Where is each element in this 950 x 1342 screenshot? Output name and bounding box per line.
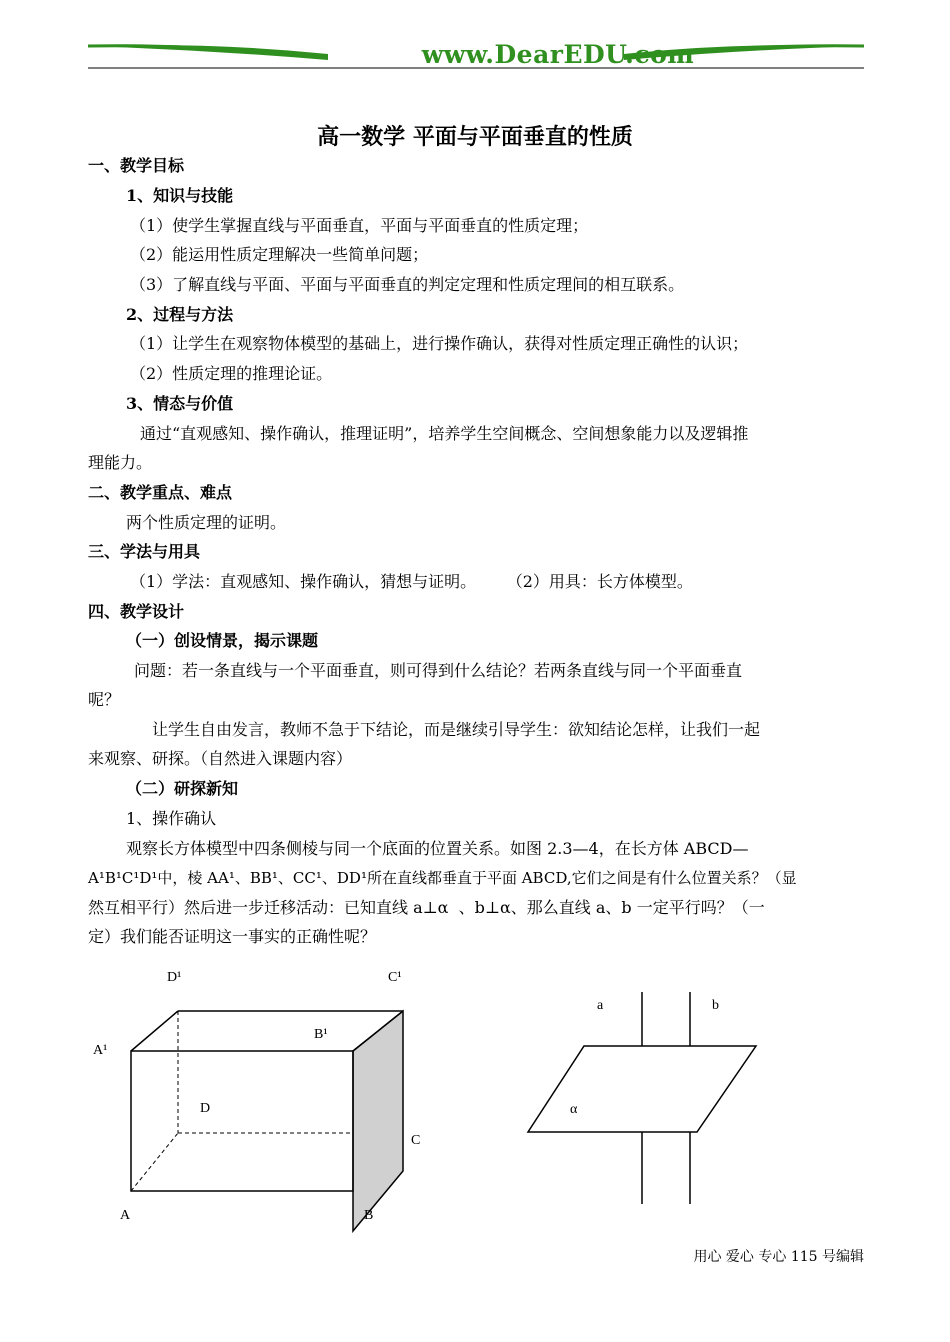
paragraph-line: 然互相平行）然后进一步迁移活动：已知直线 a⊥α 、b⊥α、那么直线 a、b 一定平行吗？（一 — [88, 898, 765, 917]
list-item: （2）性质定理的推理论证。 — [130, 364, 333, 383]
paragraph-line: 理能力。 — [88, 453, 153, 472]
section-heading: 二、教学重点、难点 — [88, 483, 233, 502]
paragraph-line: 1、操作确认 — [126, 809, 217, 828]
cuboid-figure — [131, 1011, 403, 1231]
geometry-figures — [0, 960, 950, 1240]
paragraph-line: 两个性质定理的证明。 — [126, 513, 287, 532]
label-d1: D¹ — [167, 970, 182, 985]
subsection-heading: 3、情态与价值 — [126, 394, 234, 413]
paragraph-line: 定）我们能否证明这一事实的正确性呢？ — [88, 927, 377, 946]
paragraph-line: A¹B¹C¹D¹中，棱 AA¹、BB¹、CC¹、DD¹所在直线都垂直于平面 ABCD,它们之间是有什么位置关系？（显 — [88, 869, 797, 887]
list-item: （2）能运用性质定理解决一些简单问题； — [130, 245, 429, 264]
subsection-heading: 2、过程与方法 — [126, 305, 234, 324]
page-title: 高一数学 平面与平面垂直的性质 — [317, 124, 633, 150]
header-banner — [88, 30, 864, 74]
plane-figure — [528, 992, 756, 1204]
list-item: （1）使学生掌握直线与平面垂直，平面与平面垂直的性质定理； — [130, 216, 589, 235]
footer-note: 用心 爱心 专心 115 号编辑 — [693, 1249, 864, 1265]
label-a1: A¹ — [93, 1043, 108, 1058]
paragraph-line: 让学生自由发言，教师不急于下结论，而是继续引导学生：欲知结论怎样，让我们一起 — [152, 720, 761, 739]
section-heading: 四、教学设计 — [88, 602, 185, 621]
paragraph-line: 通过“直观感知、操作确认，推理证明”，培养学生空间概念、空间想象能力以及逻辑推 — [140, 424, 749, 443]
label-a: A — [120, 1208, 131, 1223]
label-line-a: a — [597, 998, 604, 1013]
paragraph-line: 问题：若一条直线与一个平面垂直，则可得到什么结论？若两条直线与同一个平面垂直 — [134, 661, 743, 680]
label-b1: B¹ — [314, 1027, 328, 1042]
paragraph-line: 观察长方体模型中四条侧棱与同一个底面的位置关系。如图 2.3—4，在长方体 ABCD— — [126, 839, 749, 858]
banner-site-name[interactable]: www.DearEDU.com — [421, 40, 695, 69]
label-plane-alpha: α — [570, 1102, 578, 1117]
section-heading: 三、学法与用具 — [88, 542, 201, 561]
label-c1: C¹ — [388, 970, 402, 985]
label-line-b: b — [712, 998, 719, 1013]
paragraph-line: 呢？ — [88, 690, 121, 709]
label-c: C — [411, 1133, 421, 1148]
section-heading: 一、教学目标 — [88, 156, 185, 175]
list-item: （1）让学生在观察物体模型的基础上，进行操作确认，获得对性质定理正确性的认识； — [130, 334, 749, 353]
plane-alpha — [528, 1046, 756, 1132]
list-item: （3）了解直线与平面、平面与平面垂直的判定定理和性质定理间的相互联系。 — [130, 275, 685, 294]
label-d: D — [200, 1101, 211, 1116]
cuboid-front-face — [131, 1051, 353, 1191]
subsection-heading: 1、知识与技能 — [126, 186, 234, 205]
paragraph-line: 来观察、研探。（自然进入课题内容） — [88, 749, 353, 768]
paragraph-line: （1）学法：直观感知、操作确认，猜想与证明。 （2）用具：长方体模型。 — [130, 572, 693, 591]
label-b: B — [364, 1208, 374, 1223]
subsection-heading: （二）研探新知 — [126, 779, 239, 798]
subsection-heading: （一）创设情景，揭示课题 — [126, 631, 319, 650]
cuboid-side-face — [353, 1011, 403, 1231]
